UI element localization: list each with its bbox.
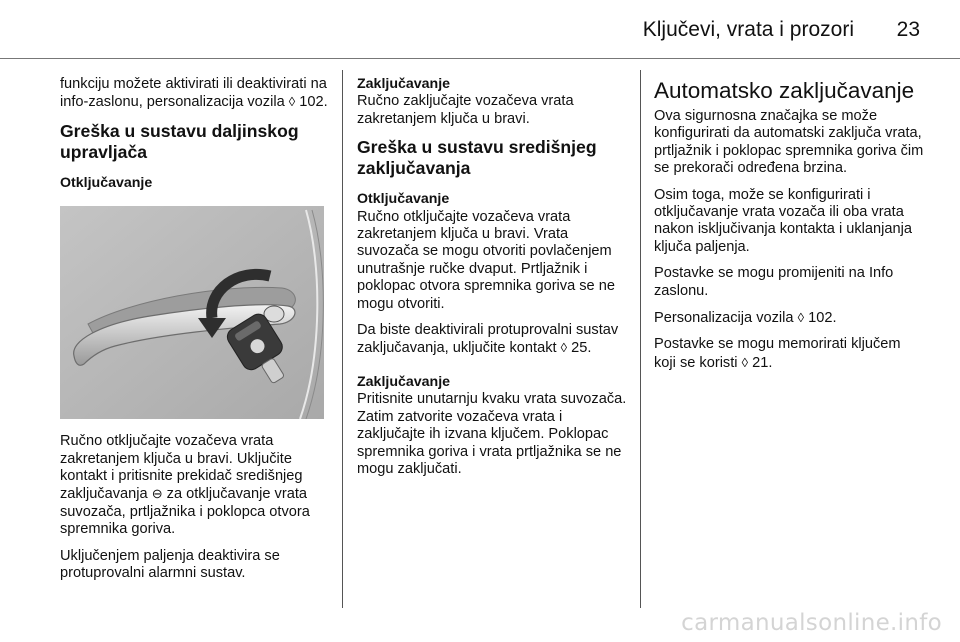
settings-paragraph: Postavke se mogu promijeniti na Info zaslonu. (654, 265, 894, 299)
lock-paragraph-2: Pritisnite unutarnju kvaku vrata suvozača. Zatim zatvorite vozačeva vrata i zaključajte ih izvana ključem. Poklopac spremnika goriva i vrata prtljažnika se ne mogu zaključati. (357, 391, 627, 477)
column-3 (654, 78, 926, 381)
section-heading: Greška u sustavu središnjeg zaključavanja (357, 137, 597, 179)
subheading-lock: Zaključavanje (357, 373, 451, 390)
page-header (0, 0, 960, 59)
watermark: carmanualsonline.info (681, 610, 942, 636)
alarm-paragraph: Uključenjem paljenja deaktivira se protuprovalni alarmni sustav. (60, 547, 280, 582)
unlock-paragraph (60, 433, 332, 538)
unlock-paragraph: Ručno otključajte vozačeva vrata zakretanjem ključa u bravi. Vrata suvozača se mogu otvoriti povlačenjem unutrašnje ručke dvaput. Prtljažnik i poklopac otvora spremnika goriva se ne mogu otvoriti. (357, 208, 615, 312)
personalization-paragraph (654, 309, 926, 327)
auto-unlock-paragraph: Osim toga, može se konfigurirati i otključavanje vrata vozača ili oba vrata nakon isključivanja kontakta i uklanjanja ključa paljenja. (654, 186, 912, 255)
column-2 (357, 76, 627, 487)
column-divider (640, 70, 641, 608)
page-ref-icon: ◊ (741, 354, 749, 370)
page-ref[interactable]: 21. (752, 354, 773, 371)
personalization-text: Personalizacija vozila (654, 310, 794, 327)
deactivate-paragraph (357, 322, 627, 358)
deactivate-text: Da biste deaktivirali protuprovalni sustav zaključavanja, uključite kontakt (357, 322, 619, 357)
auto-lock-paragraph: Ova sigurnosna značajka se može konfigurirati da automatski zaključa vrata, prtljažnik i poklopac spremnika goriva čim se prekorači određena brzina. (654, 108, 924, 177)
memorize-paragraph (654, 336, 926, 372)
column-1 (60, 76, 332, 591)
section-heading: Greška u sustavu daljinskog upravljača (60, 120, 299, 162)
memorize-text: Postavke se mogu memorirati ključem koji se koristi (654, 336, 901, 371)
intro-text: funkciju možete aktivirati ili deaktivirati na info-zaslonu, personalizacija vozila (60, 76, 327, 111)
door-handle-figure (60, 206, 324, 419)
lock-paragraph: Ručno zaključajte vozačeva vrata zakretanjem ključa u bravi. (357, 93, 574, 127)
unlock-text-b: za otključavanje vrata suvozača, prtljažnika i poklopca otvora spremnika goriva. (60, 486, 310, 538)
unlock-text-a: Ručno otključajte vozačeva vrata zakretanjem ključa u bravi. Uključite kontakt i pritisnite prekidač središnjeg zaključavanja (60, 433, 303, 503)
page-ref-icon: ◊ (560, 340, 568, 356)
subheading-lock: Zaključavanje (357, 76, 451, 92)
central-lock-icon: ⊖ (151, 486, 163, 502)
subheading-unlock: Otključavanje (357, 191, 450, 208)
page-ref[interactable]: 102. (808, 310, 837, 327)
page-ref-icon: ◊ (797, 310, 805, 326)
subheading-unlock: Otključavanje (60, 174, 153, 191)
intro-paragraph (60, 76, 332, 112)
page-number: 23 (896, 18, 920, 41)
page-ref[interactable]: 102. (299, 94, 328, 111)
header-title: Ključevi, vrata i prozori (642, 18, 854, 41)
page-ref[interactable]: 25. (571, 340, 592, 357)
door-handle-key-illustration (60, 206, 324, 419)
column-divider (342, 70, 343, 608)
page-ref-icon: ◊ (288, 94, 296, 110)
section-heading: Automatsko zaključavanje (654, 78, 915, 103)
